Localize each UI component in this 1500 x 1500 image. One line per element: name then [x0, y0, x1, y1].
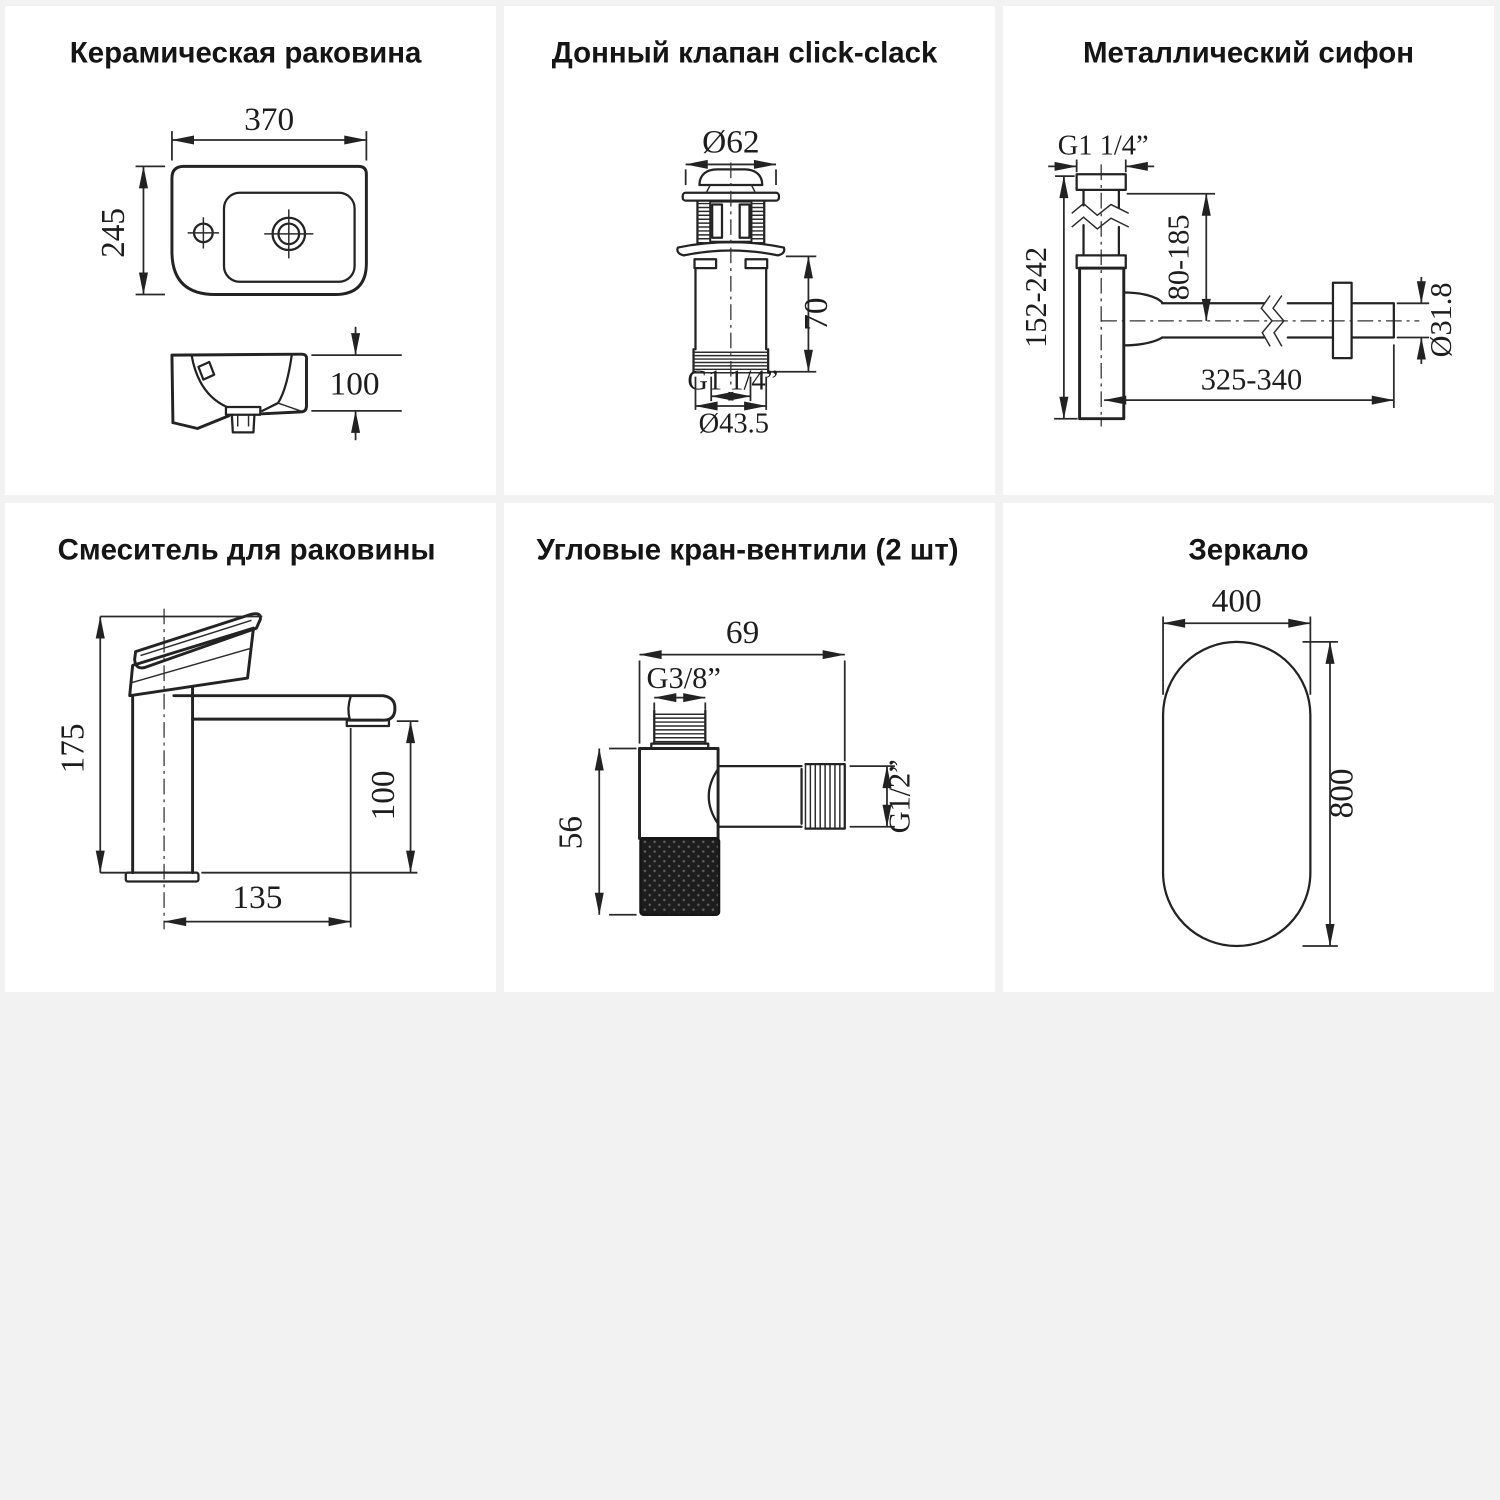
panel-ceramic-sink — [5, 6, 496, 495]
mixer-drawing — [5, 503, 496, 992]
angle-valve-drawing — [504, 503, 995, 992]
valve-drawing — [504, 6, 995, 495]
inlet-thread-dimension — [647, 661, 721, 709]
dim-label-depth: 245 — [94, 207, 132, 258]
dim-label-total-height: 175 — [54, 723, 92, 774]
sink-height-dimension — [311, 327, 401, 440]
panel-metal-siphon — [1003, 6, 1494, 495]
siphon-length-dimension — [1104, 344, 1394, 408]
panel-title: Керамическая раковина — [69, 36, 422, 70]
panel-click-clack-valve — [504, 6, 995, 495]
mixer-height-dimension — [55, 616, 263, 872]
dim-label-thread-diameter: Ø43.5 — [698, 408, 769, 440]
dim-label-height: 56 — [552, 815, 590, 850]
dim-label-cap-diameter: Ø62 — [702, 123, 760, 161]
siphon-height-dimension — [1019, 176, 1077, 419]
dim-label-outlet-thread: G1/2” — [882, 759, 917, 834]
panel-mirror — [1003, 503, 1494, 992]
dim-label-pipe-diameter: Ø31.8 — [1423, 282, 1458, 358]
siphon-pipe-diameter-dimension — [1397, 277, 1458, 364]
knurled-handle — [640, 838, 719, 914]
dim-label-height: 800 — [1323, 768, 1361, 819]
panel-title: Зеркало — [1188, 533, 1309, 567]
sink-depth-dimension — [95, 166, 165, 294]
dim-label-width: 370 — [244, 101, 295, 139]
mirror-shape — [1163, 642, 1310, 946]
panel-angle-valves — [504, 503, 995, 992]
dim-label-length-range: 325-340 — [1200, 362, 1303, 397]
dim-label-spout-height: 100 — [364, 770, 402, 821]
dim-label-spout-reach: 135 — [232, 878, 283, 916]
dim-label-width: 400 — [1211, 582, 1262, 620]
mixer-spout-height-dimension — [201, 721, 418, 873]
dim-label-body-height: 70 — [798, 297, 836, 331]
panel-title: Металлический сифон — [1082, 36, 1415, 70]
siphon-inlet-dimension — [1127, 194, 1215, 321]
mirror-width-dimension — [1163, 583, 1310, 695]
panel-title: Угловые кран-вентили (2 шт) — [536, 533, 959, 567]
panel-title: Донный клапан click-clack — [551, 36, 938, 70]
valve-body — [677, 162, 784, 389]
dim-label-length: 69 — [725, 613, 760, 651]
dim-label-thread: G1 1/4” — [687, 365, 779, 397]
dim-label-inlet-thread: G3/8” — [646, 660, 721, 695]
outlet-thread-dimension — [850, 759, 917, 833]
dim-label-height: 100 — [329, 365, 380, 403]
sink-drawing — [5, 6, 496, 495]
angle-valve-body — [640, 710, 845, 914]
sink-width-dimension — [172, 101, 366, 160]
dim-label-inlet-range: 80-185 — [1161, 214, 1196, 301]
valve-height-dimension — [770, 256, 835, 371]
valve-thread-dimension — [687, 365, 778, 439]
panel-title: Смеситель для раковины — [57, 533, 436, 567]
sink-top-view — [172, 166, 366, 294]
sink-side-view — [172, 354, 307, 432]
dim-label-thread: G1 1/4” — [1057, 130, 1149, 162]
valve-height-dimension — [553, 748, 637, 914]
mirror-drawing — [1003, 503, 1494, 992]
siphon-drawing — [1003, 6, 1494, 495]
panel-basin-mixer — [5, 503, 496, 992]
dim-label-height-range: 152-242 — [1019, 246, 1054, 348]
